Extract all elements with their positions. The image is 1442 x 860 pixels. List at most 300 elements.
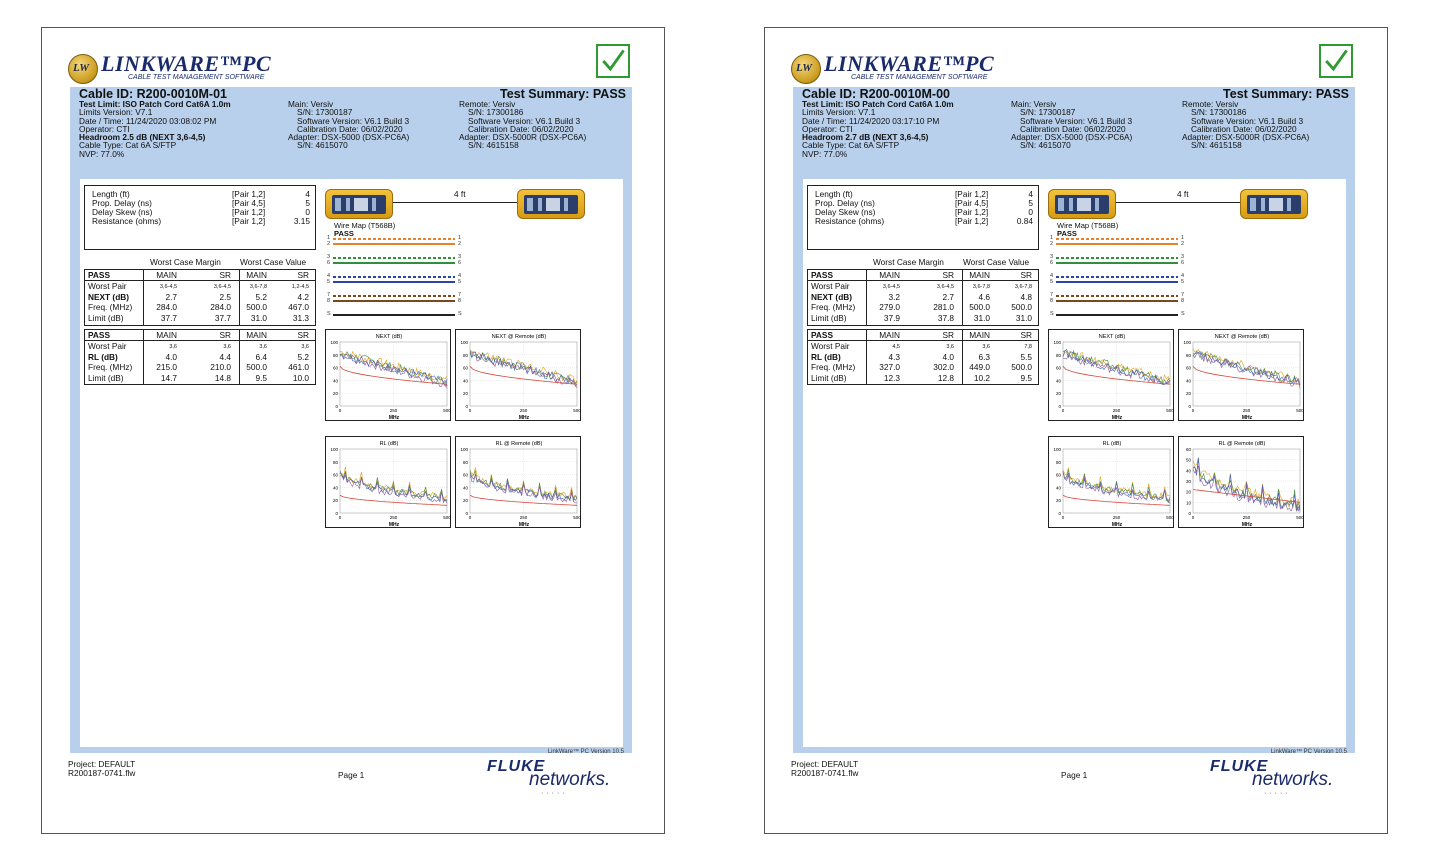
y-tick-label: 20 (1055, 391, 1061, 397)
wire-pair-solid (333, 300, 455, 302)
y-tick-label: 60 (1185, 447, 1191, 452)
limits-version: Limits Version: V7.1 (802, 107, 876, 118)
table-row-label: Limit (dB) (811, 372, 847, 383)
chart-svg (326, 437, 452, 529)
summary-pair: [Pair 1,2] (955, 207, 989, 217)
table-status: PASS (88, 330, 110, 340)
table-cell: 4.3 (888, 351, 900, 362)
table-cell: 3,6 (946, 344, 954, 350)
table-col-header: MAIN (969, 270, 990, 280)
table-col-header: MAIN (879, 330, 900, 340)
wire-pair-7-8 (333, 295, 455, 297)
fluke-networks: networks. (529, 769, 611, 790)
summary-pair: [Pair 1,2] (232, 207, 266, 217)
remote-adapter-sn: S/N: 4615158 (1191, 140, 1242, 151)
y-tick-label: 100 (460, 447, 468, 452)
x-axis-label: MHz (1111, 415, 1123, 421)
table-cell: 461.0 (288, 362, 309, 372)
wiremap-status: PASS (334, 229, 354, 238)
y-tick-label: 80 (1185, 352, 1191, 358)
y-tick-label: 60 (462, 472, 468, 478)
summary-box (807, 185, 1039, 250)
fluke-networks: networks. (1252, 769, 1334, 790)
main-sn: S/N: 17300187 (1020, 107, 1076, 118)
summary-value: 3.15 (293, 216, 310, 226)
wire-pair-1-2 (1056, 238, 1178, 240)
table-cell: 12.3 (883, 372, 900, 383)
summary-value: 4 (305, 189, 310, 199)
nvp: NVP: 77.0% (802, 148, 848, 159)
chart-svg (456, 437, 582, 529)
main-adapter-sn: S/N: 4615070 (1020, 140, 1071, 151)
x-tick-label: 0 (1061, 515, 1065, 520)
date-time: Date / Time: 11/24/2020 03:17:10 PM (802, 115, 940, 126)
results-area: Length (ft) [Pair 1,2] 4 Prop. Delay (ns) [Pair 4,5] 5 Delay Skew (ns) [Pair 1,2] 0 Resistance (ohms) [Pair 1,2] 3.15 Worst Case Margin Worst Case Value PASS MAIN SR MAIN SR Worst Pair 3,6-4,5 3,6-4,5 3,6-7,8 1,2-4,5 NEXT (dB) 2.7 2.5 5.2 4.2 Freq. (MHz) 284.0 284.0 500.0 467.0 Limit (dB) 37.7 37.7 31.0 31.3 PASS MAIN SR MAIN SR Worst Pair 3,6 3,6 3,6 3,6 RL (dB) 4.0 4.4 6.4 5.2 Freq. (MHz) 215.0 210.0 500.0 461.0 Limit (dB) 14.7 14.8 9.5 10.0 4 ft Wire Map (T568B) PASS 1 2 1 2 3 6 3 6 4 5 4 5 7 8 7 8 S S NEXT (dB) 0 20 40 60 80 100 0 250 500 MHz NEXT @ Remote (dB) 0 20 40 60 80 100 0 250 500 MHz RL (dB) 0 20 40 60 80 100 0 250 500 MHz RL @ Remote (dB) 0 20 40 60 80 100 0 250 500 MHz (80, 179, 623, 747)
chart-title: RL @ Remote (dB) (495, 441, 543, 447)
table-cell: 302.0 (933, 362, 954, 372)
y-tick-label: 40 (462, 485, 468, 491)
cable-id: Cable ID: R200-0010M-01 (79, 87, 227, 101)
table-row-label: RL (dB) (811, 351, 841, 362)
table-row-label: Worst Pair (88, 341, 127, 351)
table-col-header: SR (219, 270, 231, 280)
x-tick-label: 250 (1112, 515, 1121, 520)
summary-pair: [Pair 1,2] (955, 189, 989, 199)
wire-pair-solid (333, 281, 455, 283)
operator: Operator: CTI (802, 123, 853, 134)
table-cell: 2.7 (165, 291, 177, 302)
cable-type: Cable Type: Cat 6A S/FTP (79, 140, 177, 151)
x-tick-label: 0 (468, 515, 472, 520)
table-cell: 5.2 (255, 291, 267, 302)
wire-pair-4-5 (1056, 276, 1178, 278)
summary-value: 0 (305, 207, 310, 217)
table-cell: 4.0 (942, 351, 954, 362)
x-axis-label: MHz (388, 415, 400, 421)
chart-title: RL (dB) (379, 441, 399, 447)
page-number: Page 1 (338, 770, 365, 780)
y-tick-label: 80 (1055, 352, 1061, 358)
cable-id: Cable ID: R200-0010M-00 (802, 87, 950, 101)
report-page-2 (764, 27, 1388, 834)
y-tick-label: 40 (1055, 378, 1061, 384)
y-tick-label: 80 (332, 459, 338, 465)
table-cell: 3,6-7,8 (249, 284, 267, 290)
summary-label: Prop. Delay (ns) (92, 198, 152, 208)
wire-pair-7-8 (1056, 295, 1178, 297)
y-tick-label: 80 (462, 459, 468, 465)
summary-pair: [Pair 1,2] (955, 216, 989, 226)
chart-svg (456, 330, 582, 422)
table-cell: 14.7 (160, 372, 177, 383)
rl-table (84, 329, 316, 385)
chart-next-remote (455, 329, 581, 421)
worst-case-margin-header: Worst Case Margin (873, 257, 944, 267)
chart-rl (325, 436, 451, 528)
chart-title: NEXT (dB) (1098, 334, 1126, 340)
table-cell: 37.7 (214, 312, 231, 323)
table-cell: 3,6-4,5 (882, 284, 900, 290)
table-col-header: MAIN (246, 330, 267, 340)
x-tick-label: 0 (1191, 515, 1195, 520)
fluke-brand: FLUKE (1210, 758, 1269, 775)
table-cell: 500.0 (1011, 302, 1032, 312)
y-tick-label: 0 (465, 511, 468, 516)
x-tick-label: 500 (443, 408, 451, 413)
x-tick-label: 500 (1296, 515, 1304, 520)
nvp: NVP: 77.0% (79, 148, 125, 159)
y-tick-label: 0 (1058, 404, 1061, 409)
wire-pair-4-5 (333, 276, 455, 278)
cable-length: 4 ft (1177, 189, 1189, 199)
summary-value: 0 (1028, 207, 1033, 217)
remote-adapter: Adapter: DSX-5000R (DSX-PC6A) (459, 132, 587, 143)
footer-project (791, 760, 858, 778)
y-tick-label: 60 (1055, 365, 1061, 371)
y-tick-label: 40 (1055, 485, 1061, 491)
chart-next (1048, 329, 1174, 421)
table-row-label: NEXT (dB) (88, 291, 130, 302)
x-axis-label: MHz (518, 415, 530, 421)
summary-label: Delay Skew (ns) (815, 207, 876, 217)
table-cell: 10.2 (973, 372, 990, 383)
y-tick-label: 0 (465, 404, 468, 409)
table-cell: 3,6 (301, 344, 309, 350)
linkware-logo (791, 53, 1051, 85)
main-unit-info (1011, 100, 1132, 150)
y-tick-label: 80 (462, 352, 468, 358)
table-row-label: Limit (dB) (88, 372, 124, 383)
table-col-header: MAIN (969, 330, 990, 340)
report-header (70, 87, 632, 179)
table-cell: 12.8 (937, 372, 954, 383)
table-cell: 284.0 (210, 302, 231, 312)
fluke-networks-logo (1210, 758, 1360, 798)
x-axis-label: MHz (518, 522, 530, 528)
table-col-header: MAIN (879, 270, 900, 280)
table-row-label: Freq. (MHz) (811, 362, 856, 372)
remote-sn: S/N: 17300186 (1191, 107, 1247, 118)
remote-title: Remote: Versiv (1182, 99, 1239, 109)
x-tick-label: 250 (389, 515, 398, 520)
remote-sn: S/N: 17300186 (468, 107, 524, 118)
table-row-label: Worst Pair (88, 281, 127, 291)
table-cell: 3,6-4,5 (159, 284, 177, 290)
wire-pair-solid (1056, 262, 1178, 264)
chart-rl (1048, 436, 1174, 528)
table-cell: 500.0 (246, 362, 267, 372)
wire-pair-solid (333, 262, 455, 264)
table-col-header: SR (942, 270, 954, 280)
x-tick-label: 250 (1112, 408, 1121, 413)
headroom: Headroom 2.7 dB (NEXT 3,6-4,5) (802, 132, 929, 143)
main-title: Main: Versiv (1011, 99, 1057, 109)
linkware-version: LinkWare™ PC Version 10.5 (1270, 749, 1347, 755)
x-tick-label: 500 (443, 515, 451, 520)
table-cell: 215.0 (156, 362, 177, 372)
x-tick-label: 500 (1166, 408, 1174, 413)
remote-software: Software Version: V6.1 Build 3 (468, 115, 581, 126)
table-cell: 284.0 (156, 302, 177, 312)
chart-title: NEXT @ Remote (dB) (491, 334, 547, 340)
table-cell: 327.0 (879, 362, 900, 372)
summary-value: 5 (1028, 198, 1033, 208)
table-row-label: Worst Pair (811, 341, 850, 351)
table-cell: 31.0 (250, 312, 267, 323)
logo-subtitle: CABLE TEST MANAGEMENT SOFTWARE (128, 74, 265, 81)
summary-pair: [Pair 1,2] (232, 216, 266, 226)
wire-shield (333, 314, 455, 316)
table-row-label: Worst Pair (811, 281, 850, 291)
summary-box (84, 185, 316, 250)
table-cell: 500.0 (1011, 362, 1032, 372)
wiremap-title: Wire Map (T568B) (334, 221, 396, 230)
chart-svg (326, 330, 452, 422)
remote-adapter-sn: S/N: 4615158 (468, 140, 519, 151)
table-cell: 3,6 (169, 344, 177, 350)
table-cell: 281.0 (933, 302, 954, 312)
table-cell: 37.8 (937, 312, 954, 323)
y-tick-label: 20 (332, 498, 338, 504)
table-cell: 3,6 (223, 344, 231, 350)
main-unit-info (288, 100, 409, 150)
table-cell: 3,6-7,8 (972, 284, 990, 290)
table-row-label: Freq. (MHz) (811, 302, 856, 312)
table-cell: 5.5 (1020, 351, 1032, 362)
fluke-networks-logo (487, 758, 637, 798)
next-table (84, 269, 316, 326)
y-tick-label: 20 (1185, 489, 1191, 495)
cable-link-line (1116, 202, 1240, 203)
y-tick-label: 100 (1053, 447, 1061, 452)
table-cell: 14.8 (214, 372, 231, 383)
headroom: Headroom 2.5 dB (NEXT 3,6-4,5) (79, 132, 206, 143)
worst-case-value-header: Worst Case Value (963, 257, 1030, 267)
report-page-1 (41, 27, 665, 834)
x-tick-label: 250 (519, 408, 528, 413)
x-axis-label: MHz (1241, 522, 1253, 528)
cable-link-line (393, 202, 517, 203)
main-sn: S/N: 17300187 (297, 107, 353, 118)
fluke-brand: FLUKE (487, 758, 546, 775)
x-tick-label: 500 (1166, 515, 1174, 520)
y-tick-label: 20 (462, 391, 468, 397)
cable-length: 4 ft (454, 189, 466, 199)
main-adapter: Adapter: DSX-5000 (DSX-PC6A) (288, 132, 410, 143)
table-cell: 5.2 (297, 351, 309, 362)
linkware-logo (68, 53, 328, 85)
table-cell: 449.0 (969, 362, 990, 372)
next-table (807, 269, 1039, 326)
table-col-header: SR (297, 330, 309, 340)
chart-title: NEXT @ Remote (dB) (1214, 334, 1270, 340)
table-cell: 3,6-7,8 (1014, 284, 1032, 290)
wire-pair-solid (1056, 281, 1178, 283)
x-tick-label: 0 (1061, 408, 1065, 413)
table-cell: 10.0 (292, 372, 309, 383)
table-cell: 9.5 (1020, 372, 1032, 383)
table-col-header: SR (297, 270, 309, 280)
y-tick-label: 40 (1185, 378, 1191, 384)
y-tick-label: 10 (1185, 500, 1191, 506)
test-info (802, 100, 954, 158)
table-cell: 4.2 (297, 291, 309, 302)
summary-label: Resistance (ohms) (815, 216, 885, 226)
x-tick-label: 0 (338, 515, 342, 520)
table-cell: 4,5 (892, 344, 900, 350)
cable-type: Cable Type: Cat 6A S/FTP (802, 140, 900, 151)
project-name: Project: DEFAULT (68, 759, 136, 769)
date-time: Date / Time: 11/24/2020 03:08:02 PM (79, 115, 217, 126)
summary-label: Length (ft) (815, 189, 853, 199)
table-cell: 4.0 (165, 351, 177, 362)
x-tick-label: 0 (1191, 408, 1195, 413)
table-cell: 37.9 (883, 312, 900, 323)
summary-value: 4 (1028, 189, 1033, 199)
x-axis-label: MHz (1111, 522, 1123, 528)
worst-case-value-header: Worst Case Value (240, 257, 307, 267)
main-software: Software Version: V6.1 Build 3 (1020, 115, 1133, 126)
table-cell: 31.3 (292, 312, 309, 323)
table-row-label: RL (dB) (88, 351, 118, 362)
worst-case-margin-header: Worst Case Margin (150, 257, 221, 267)
main-tester-icon (325, 189, 393, 219)
table-cell: 3,6-4,5 (936, 284, 954, 290)
y-tick-label: 20 (332, 391, 338, 397)
footer-project (68, 760, 135, 778)
y-tick-label: 0 (335, 404, 338, 409)
table-col-header: SR (1020, 330, 1032, 340)
summary-pair: [Pair 4,5] (955, 198, 989, 208)
y-tick-label: 80 (1055, 459, 1061, 465)
table-col-header: MAIN (156, 330, 177, 340)
x-tick-label: 500 (1296, 408, 1304, 413)
table-cell: 6.3 (978, 351, 990, 362)
summary-label: Length (ft) (92, 189, 130, 199)
table-cell: 210.0 (210, 362, 231, 372)
y-tick-label: 100 (460, 340, 468, 345)
summary-label: Delay Skew (ns) (92, 207, 153, 217)
x-axis-label: MHz (1241, 415, 1253, 421)
table-cell: 500.0 (969, 302, 990, 312)
test-summary: Test Summary: PASS (1223, 87, 1349, 101)
test-summary: Test Summary: PASS (500, 87, 626, 101)
summary-label: Resistance (ohms) (92, 216, 162, 226)
table-cell: 3,6 (982, 344, 990, 350)
summary-label: Prop. Delay (ns) (815, 198, 875, 208)
y-tick-label: 60 (332, 472, 338, 478)
wire-pair-1-2 (333, 238, 455, 240)
wire-pair-3-6 (333, 257, 455, 259)
remote-title: Remote: Versiv (459, 99, 516, 109)
table-headers (84, 257, 316, 267)
table-cell: 2.7 (942, 291, 954, 302)
wire-shield (1056, 314, 1178, 316)
chart-title: RL @ Remote (dB) (1218, 441, 1266, 447)
table-cell: 6.4 (255, 351, 267, 362)
table-cell: 3,6 (259, 344, 267, 350)
table-cell: 1,2-4,5 (291, 284, 309, 290)
remote-unit-info (1182, 100, 1309, 150)
main-calibration: Calibration Date: 06/02/2020 (1020, 123, 1126, 134)
x-axis-label: MHz (388, 522, 400, 528)
summary-pair: [Pair 4,5] (232, 198, 266, 208)
remote-calibration: Calibration Date: 06/02/2020 (468, 123, 574, 134)
table-cell: 2.5 (219, 291, 231, 302)
summary-value: 0.84 (1016, 216, 1033, 226)
y-tick-label: 100 (330, 447, 338, 452)
table-col-header: MAIN (156, 270, 177, 280)
fluke-dots: ····· (541, 790, 568, 797)
results-area: Length (ft) [Pair 1,2] 4 Prop. Delay (ns) [Pair 4,5] 5 Delay Skew (ns) [Pair 1,2] 0 Resistance (ohms) [Pair 1,2] 0.84 Worst Case Margin Worst Case Value PASS MAIN SR MAIN SR Worst Pair 3,6-4,5 3,6-4,5 3,6-7,8 3,6-7,8 NEXT (dB) 3.2 2.7 4.6 4.8 Freq. (MHz) 279.0 281.0 500.0 500.0 Limit (dB) 37.9 37.8 31.0 31.0 PASS MAIN SR MAIN SR Worst Pair 4,5 3,6 3,6 7,8 RL (dB) 4.3 4.0 6.3 5.5 Freq. (MHz) 327.0 302.0 449.0 500.0 Limit (dB) 12.3 12.8 10.2 9.5 4 ft Wire Map (T568B) PASS 1 2 1 2 3 6 3 6 4 5 4 5 7 8 7 8 S S NEXT (dB) 0 20 40 60 80 100 0 250 500 MHz NEXT @ Remote (dB) 0 20 40 60 80 100 0 250 500 MHz RL (dB) 0 20 40 60 80 100 0 250 500 MHz RL @ Remote (dB) 0 10 20 30 40 50 60 0 250 500 MHz (803, 179, 1346, 747)
test-info (79, 100, 231, 158)
chart-rl-remote (455, 436, 581, 528)
table-cell: 4.8 (1020, 291, 1032, 302)
remote-tester-icon (1240, 189, 1308, 219)
summary-value: 5 (305, 198, 310, 208)
y-tick-label: 60 (1055, 472, 1061, 478)
y-tick-label: 100 (330, 340, 338, 345)
file-name: R200187-0741.flw (68, 768, 136, 778)
y-tick-label: 60 (1185, 365, 1191, 371)
logo-title: LINKWARE™PC (101, 51, 272, 76)
report-panel (793, 87, 1355, 753)
wiremap-title: Wire Map (T568B) (1057, 221, 1119, 230)
table-row-label: Freq. (MHz) (88, 302, 133, 312)
fluke-dots: ····· (1264, 790, 1291, 797)
table-row-label: Limit (dB) (88, 312, 124, 323)
table-cell: 3,6-4,5 (213, 284, 231, 290)
chart-title: NEXT (dB) (375, 334, 403, 340)
main-title: Main: Versiv (288, 99, 334, 109)
report-panel (70, 87, 632, 753)
linkware-version: LinkWare™ PC Version 10.5 (547, 749, 624, 755)
table-status: PASS (88, 270, 110, 280)
chart-next (325, 329, 451, 421)
table-col-header: SR (1020, 270, 1032, 280)
y-tick-label: 60 (462, 365, 468, 371)
wire-pair-3-6 (1056, 257, 1178, 259)
remote-unit-info (459, 100, 586, 150)
chart-svg (1049, 437, 1175, 529)
table-cell: 31.0 (973, 312, 990, 323)
remote-adapter: Adapter: DSX-5000R (DSX-PC6A) (1182, 132, 1310, 143)
table-cell: 7,8 (1024, 344, 1032, 350)
table-headers (807, 257, 1039, 267)
y-tick-label: 60 (332, 365, 338, 371)
table-cell: 279.0 (879, 302, 900, 312)
y-tick-label: 30 (1185, 479, 1191, 484)
pass-check-icon (1319, 44, 1353, 78)
page-number: Page 1 (1061, 770, 1088, 780)
lw-logo-icon: LW (68, 54, 98, 84)
remote-calibration: Calibration Date: 06/02/2020 (1191, 123, 1297, 134)
y-tick-label: 100 (1053, 340, 1061, 345)
x-tick-label: 250 (519, 515, 528, 520)
lw-logo-icon: LW (791, 54, 821, 84)
table-status: PASS (811, 330, 833, 340)
main-adapter-sn: S/N: 4615070 (297, 140, 348, 151)
y-tick-label: 40 (1185, 468, 1191, 474)
x-tick-label: 0 (468, 408, 472, 413)
remote-tester-icon (517, 189, 585, 219)
test-limit: Test Limit: ISO Patch Cord Cat6A 1.0m (802, 99, 954, 109)
wire-pair-solid (1056, 243, 1178, 245)
logo-subtitle: CABLE TEST MANAGEMENT SOFTWARE (851, 74, 988, 81)
table-row-label: NEXT (dB) (811, 291, 853, 302)
table-cell: 37.7 (160, 312, 177, 323)
wire-pair-solid (333, 243, 455, 245)
